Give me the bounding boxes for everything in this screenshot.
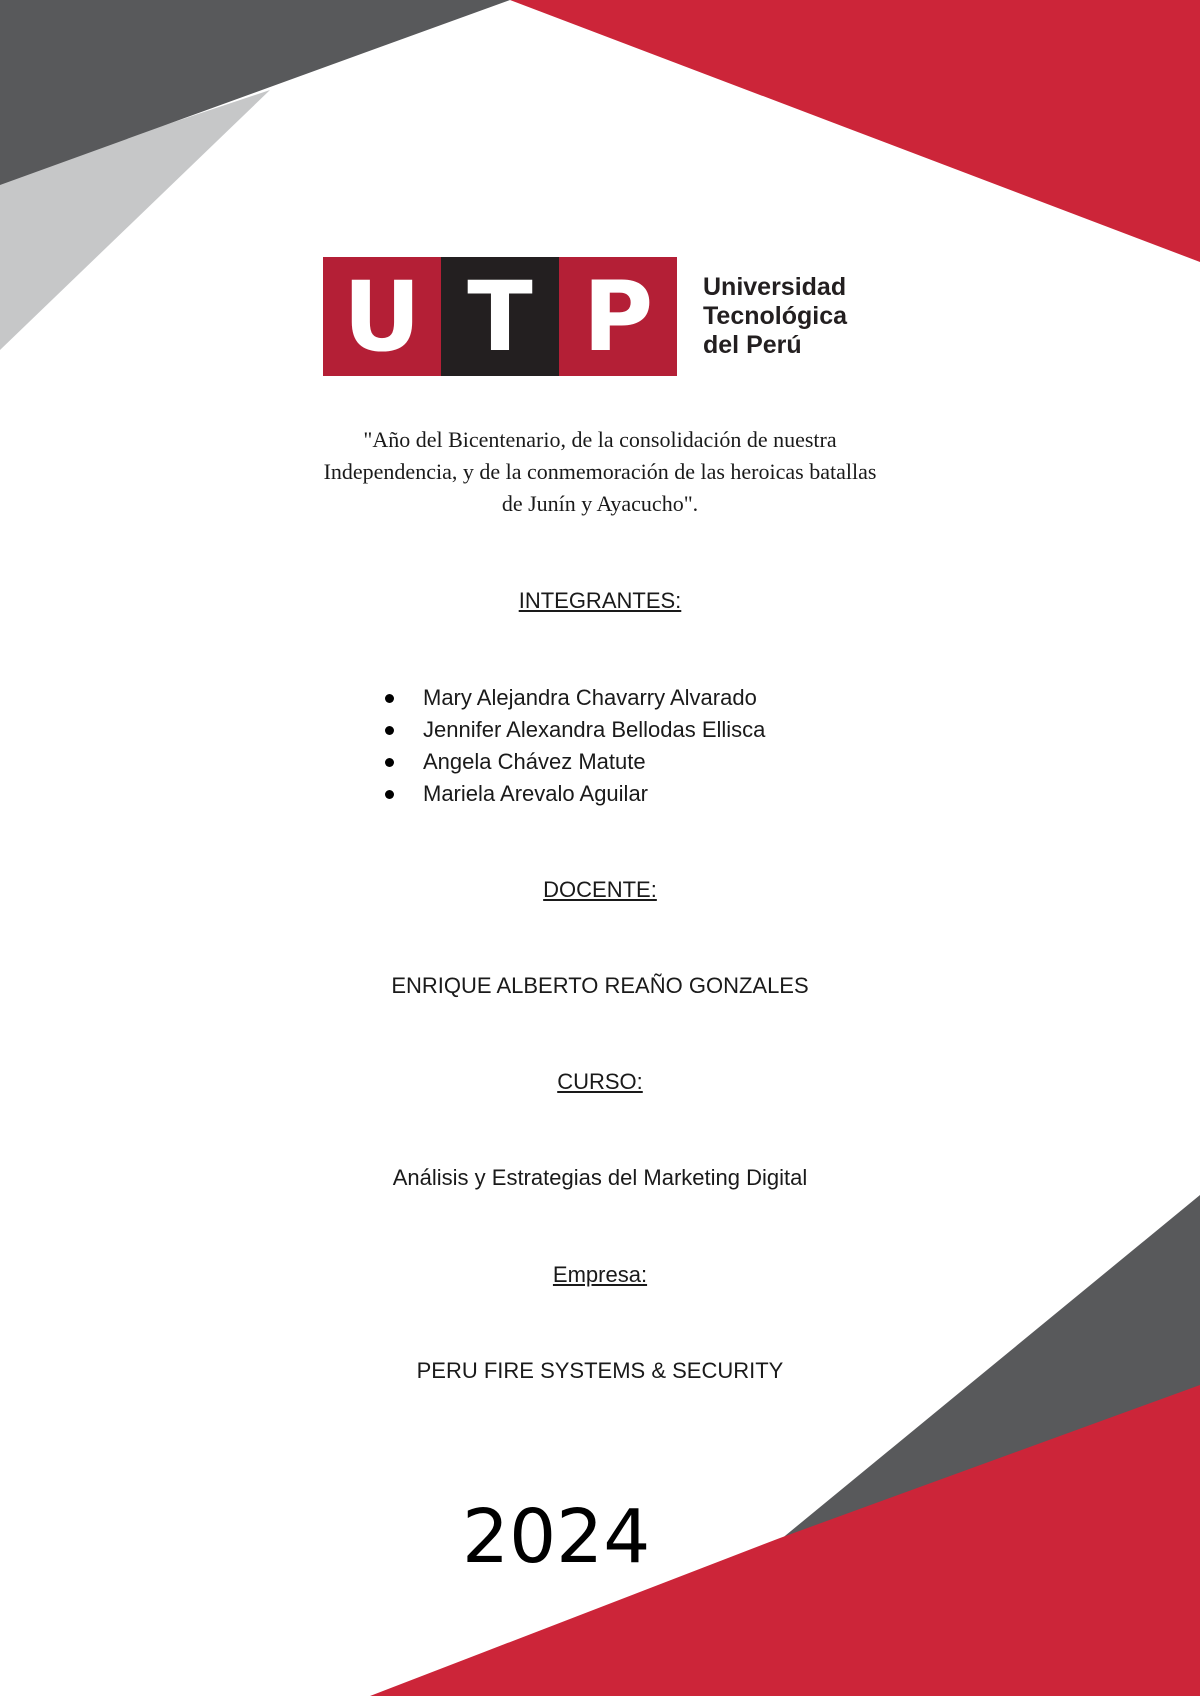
- motto-line: Independencia, y de la conmemoración de las heroicas batallas: [323, 459, 877, 484]
- list-item: [385, 714, 765, 746]
- year-motto: [0, 424, 1200, 520]
- member-name: Jennifer Alexandra Bellodas Ellisca: [423, 717, 766, 742]
- company-heading: Empresa:: [552, 1262, 648, 1287]
- member-name: Mary Alejandra Chavarry Alvarado: [423, 685, 757, 710]
- bullet-icon: [385, 790, 394, 799]
- list-item: [385, 778, 765, 810]
- motto-line: de Junín y Ayacucho".: [501, 491, 699, 516]
- logo-letter-u: U: [323, 257, 441, 376]
- logo-name-line: Tecnológica: [703, 302, 848, 330]
- decor-top-left-dark: [0, 0, 510, 185]
- list-item: [385, 746, 765, 778]
- members-list: [385, 682, 765, 810]
- decor-top-right-red: [510, 0, 1200, 262]
- motto-line: "Año del Bicentenario, de la consolidación de nuestra: [363, 427, 837, 452]
- logo-name-line: del Perú: [703, 331, 802, 359]
- teacher-heading: DOCENTE:: [543, 877, 657, 902]
- teacher-name: ENRIQUE ALBERTO REAÑO GONZALES: [391, 973, 809, 998]
- course-heading: CURSO:: [557, 1069, 643, 1094]
- bullet-icon: [385, 758, 394, 767]
- logo-name-line: Universidad: [703, 273, 847, 301]
- company-name: PERU FIRE SYSTEMS & SECURITY: [416, 1358, 784, 1383]
- bullet-icon: [385, 726, 394, 735]
- list-item: [385, 682, 765, 714]
- logo-letter-p: P: [559, 257, 677, 376]
- members-heading: INTEGRANTES:: [518, 588, 682, 613]
- logo-letter-t: T: [441, 257, 559, 376]
- logo-blocks: [323, 257, 677, 376]
- logo-university-name: [703, 273, 847, 360]
- member-name: Angela Chávez Matute: [423, 749, 646, 774]
- utp-logo: [323, 257, 847, 376]
- bullet-icon: [385, 694, 394, 703]
- course-name: Análisis y Estrategias del Marketing Digital: [392, 1165, 808, 1190]
- year: 2024: [462, 1494, 651, 1580]
- member-name: Mariela Arevalo Aguilar: [423, 781, 649, 806]
